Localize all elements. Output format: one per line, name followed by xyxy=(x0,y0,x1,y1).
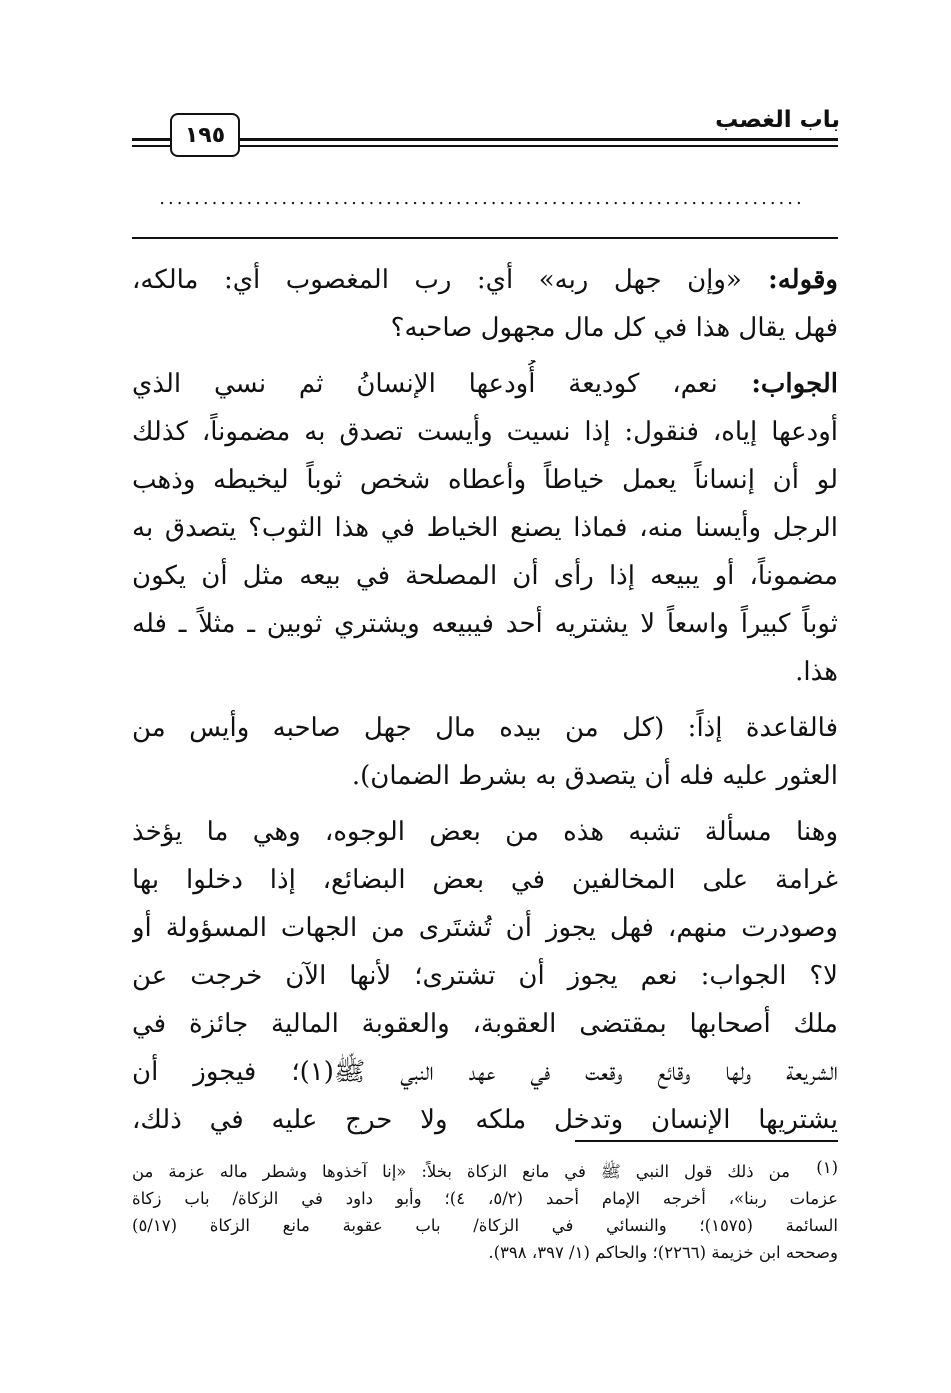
text-line: الشريعة ولها وقائع وقعت في عهد النبي ﷺ(١)؛ فيجوز أن xyxy=(132,1057,838,1087)
line-text: «وإن جهل ربه» أي: رب المغصوب أي: مالكه، xyxy=(132,265,742,295)
text-line: ملك أصحابها بمقتضى العقوبة، والعقوبة المالية جائزة في xyxy=(132,1009,838,1039)
paragraph-lead: وقوله: xyxy=(741,265,838,295)
footnote-separator xyxy=(575,1140,838,1142)
chapter-title: باب الغصب xyxy=(715,107,840,133)
footnote-line: وصححه ابن خزيمة (٢٢٦٦)؛ والحاكم (١/ ٣٩٧، ٣٩٨). xyxy=(488,1243,838,1262)
text-line: لا؟ الجواب: نعم يجوز أن تشترى؛ لأنها الآن خرجت عن xyxy=(132,961,838,991)
paragraph-3 xyxy=(132,704,838,800)
header-rule-right-thin xyxy=(236,145,838,147)
footnote-line: من ذلك قول النبي ﷺ في مانع الزكاة بخلاً: «إنا آخذوها وشطر ماله عزمة من xyxy=(132,1162,790,1181)
line-text: نعم، كوديعة أُودعها الإنسانُ ثم نسي الذي xyxy=(132,369,718,399)
footnote-line: عزمات ربنا»، أخرجه الإمام أحمد (٥/٢، ٤)؛ وأبو داود في الزكاة/ باب زكاة xyxy=(132,1189,838,1208)
header-rule-left xyxy=(132,138,172,141)
text-line xyxy=(132,256,838,304)
separator-dots: .......................................................................... xyxy=(159,188,805,208)
text-line: غرامة على المخالفين في بعض البضائع، إذا دخلوا بها xyxy=(132,865,838,895)
footnotes xyxy=(132,1158,838,1266)
paragraph-4 xyxy=(132,808,838,1144)
paragraph-1 xyxy=(132,256,838,352)
page-number: ١٩٥ xyxy=(170,113,240,157)
footnote-line: السائمة (١٥٧٥)؛ والنسائي في الزكاة/ باب عقوبة مانع الزكاة (٥/١٧) xyxy=(132,1216,838,1235)
text-line: الرجل وأيسنا منه، فماذا يصنع الخياط في هذا الثوب؟ يتصدق به xyxy=(132,513,838,543)
content-top-rule xyxy=(132,237,838,239)
text-line: وصودرت منهم، فهل يجوز أن تُشتَرى من الجهات المسؤولة أو xyxy=(132,913,838,943)
text-line: مضموناً، أو يبيعه إذا رأى أن المصلحة في بيعه مثل أن يكون xyxy=(132,561,838,591)
text-line: فهل يقال هذا في كل مال مجهول صاحبه؟ xyxy=(390,313,838,343)
text-line: لو أن إنساناً يعمل خياطاً وأعطاه شخص ثوباً ليخيطه وذهب xyxy=(132,465,838,495)
text-line: العثور عليه فله أن يتصدق به بشرط الضمان). xyxy=(351,761,838,791)
footnote-marker: (١) xyxy=(816,1158,838,1177)
text-line: أودعها إياه، فنقول: إذا نسيت وأيست تصدق به مضموناً، كذلك xyxy=(132,417,838,447)
header-rule-right xyxy=(236,138,838,141)
text-line: وهنا مسألة تشبه هذه من بعض الوجوه، وهي ما يؤخذ xyxy=(132,817,838,847)
text-line: يشتريها الإنسان وتدخل ملكه ولا حرج عليه في ذلك، xyxy=(132,1105,838,1135)
text-line xyxy=(132,360,838,408)
paragraph-lead: الجواب: xyxy=(717,369,838,399)
text-line: هذا. xyxy=(795,657,838,687)
paragraph-2 xyxy=(132,360,838,696)
text-line: فالقاعدة إذاً: (كل من بيده مال جهل صاحبه وأيس من xyxy=(132,713,838,743)
header-rule-left-thin xyxy=(132,145,172,147)
text-line: ثوباً كبيراً واسعاً لا يشتريه أحد فيبيعه ويشتري ثوبين ـ مثلاً ـ فله xyxy=(132,609,838,639)
